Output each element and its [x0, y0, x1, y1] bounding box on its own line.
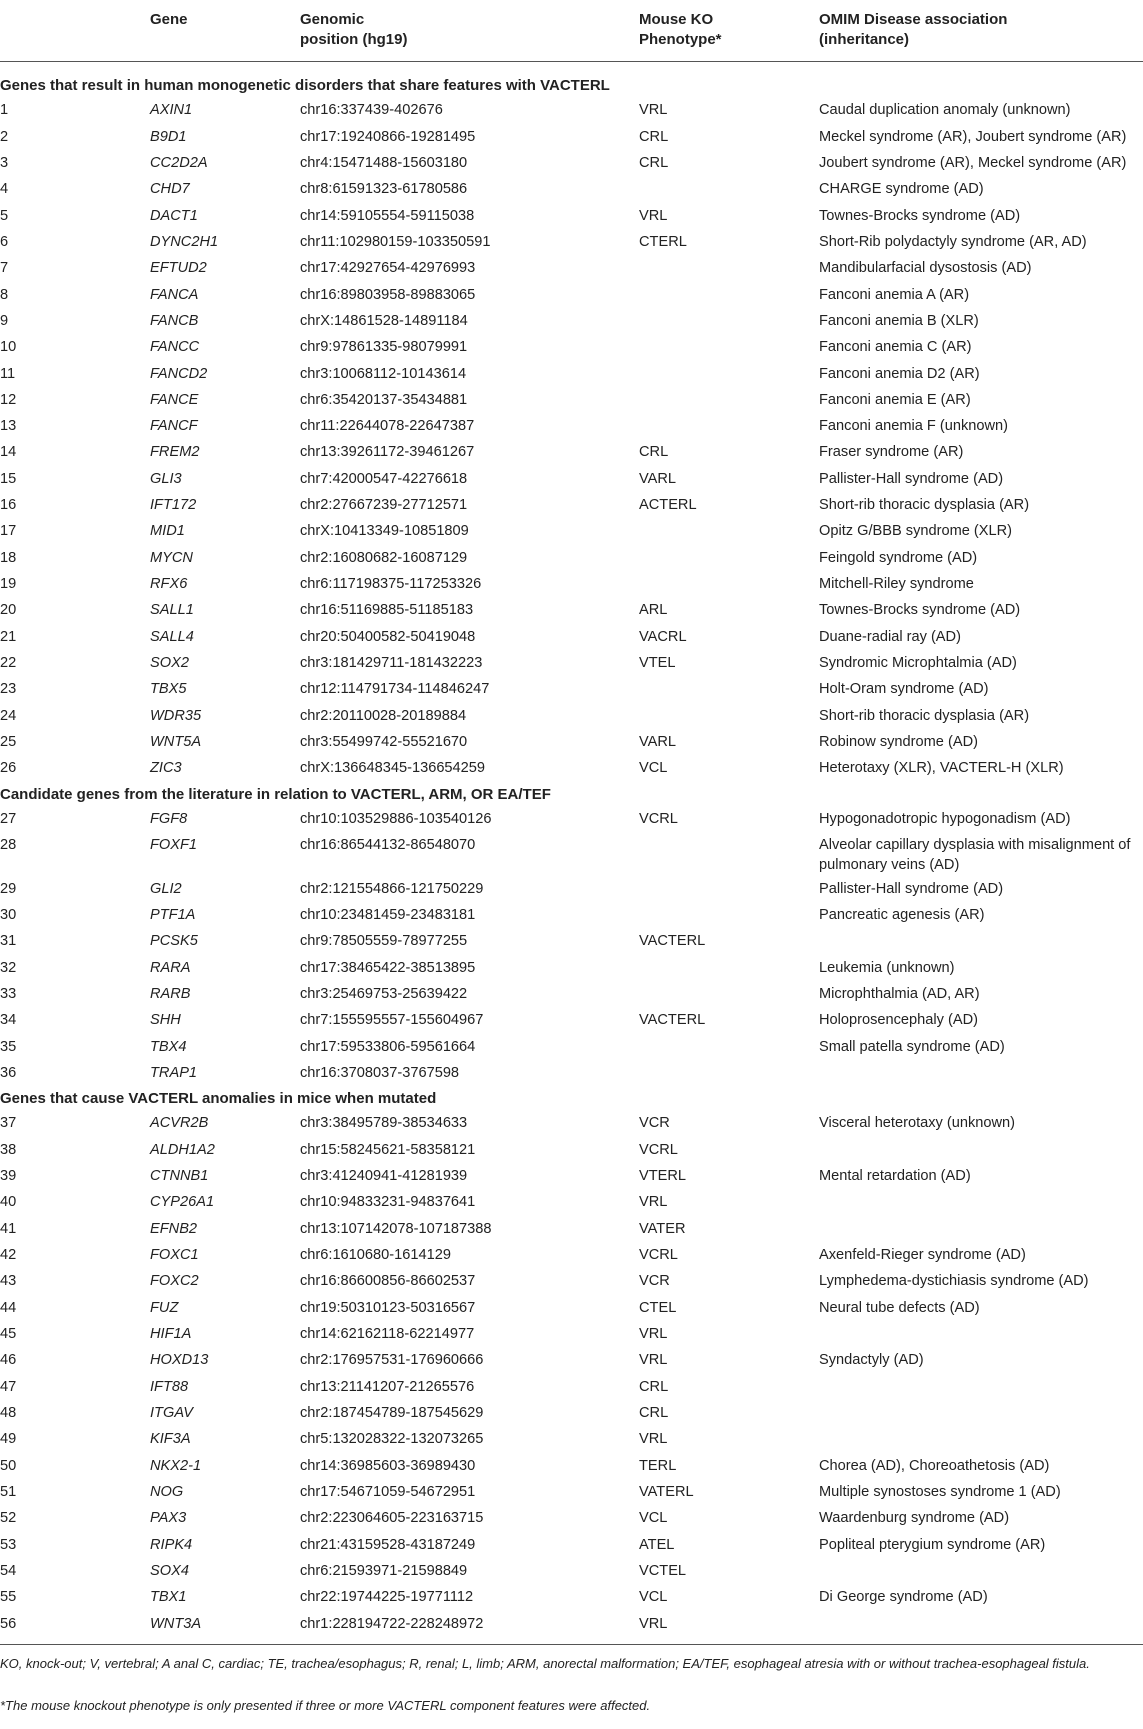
omim-association: Holt-Oram syndrome (AD) [819, 681, 989, 698]
gene-name: SHH [150, 1012, 181, 1029]
genomic-position: chrX:10413349-10851809 [300, 523, 469, 540]
genomic-position: chr7:155595557-155604967 [300, 1012, 484, 1029]
gene-name: DACT1 [150, 207, 198, 224]
gene-name: TBX5 [150, 681, 187, 698]
gene-name: FGF8 [150, 810, 188, 827]
gene-name: CYP26A1 [150, 1194, 215, 1211]
mouse-ko-phenotype: VARL [639, 470, 677, 487]
header-omim: OMIM Disease association (inheritance) [819, 11, 1008, 48]
mouse-ko-phenotype: CRL [639, 154, 669, 171]
genomic-position: chr2:187454789-187545629 [300, 1405, 484, 1421]
genomic-position: chr6:35420137-35434881 [300, 391, 468, 408]
gene-name: TRAP1 [150, 1064, 198, 1081]
mouse-ko-phenotype: ARL [639, 602, 668, 619]
gene-name: RFX6 [150, 576, 188, 593]
mouse-ko-phenotype: VCL [639, 1589, 668, 1606]
genomic-position: chr2:121554866-121750229 [300, 880, 484, 897]
mouse-ko-phenotype: VCL [639, 1510, 668, 1527]
row-number: 23 [0, 681, 17, 698]
row-number: 29 [0, 880, 17, 897]
gene-name: WNT3A [150, 1615, 202, 1632]
row-number: 20 [0, 602, 17, 619]
gene-name: EFTUD2 [150, 260, 207, 277]
omim-association: Visceral heterotaxy (unknown) [819, 1115, 1016, 1132]
row-number: 45 [0, 1326, 17, 1343]
genomic-position: chr21:43159528-43187249 [300, 1536, 476, 1553]
gene-name: SOX4 [150, 1562, 189, 1579]
genomic-position: chr6:117198375-117253326 [300, 576, 482, 593]
row-number: 5 [0, 207, 9, 224]
row-number: 26 [0, 760, 17, 777]
omim-association: Townes-Brocks syndrome (AD) [819, 602, 1021, 619]
row-number: 50 [0, 1457, 17, 1474]
genomic-position: chrX:14861528-14891184 [300, 312, 468, 329]
row-number: 15 [0, 470, 17, 487]
genomic-position: chr11:22644078-22647387 [300, 418, 475, 435]
gene-name: ALDH1A2 [150, 1141, 215, 1158]
row-number: 21 [0, 628, 17, 645]
genomic-position: chr16:89803958-89883065 [300, 286, 476, 303]
row-number: 38 [0, 1141, 17, 1158]
mouse-ko-phenotype: CTEL [639, 1299, 677, 1316]
omim-association: Holoprosencephaly (AD) [819, 1012, 978, 1029]
genomic-position: chr17:54671059-54672951 [300, 1483, 476, 1500]
omim-association: Townes-Brocks syndrome (AD) [819, 207, 1021, 224]
gene-name: EFNB2 [150, 1220, 198, 1237]
gene-name: PTF1A [150, 906, 196, 923]
mouse-ko-phenotype: CRL [639, 444, 669, 461]
gene-name: FREM2 [150, 444, 200, 461]
row-number: 52 [0, 1510, 17, 1527]
omim-association: CHARGE syndrome (AD) [819, 181, 984, 198]
mouse-ko-phenotype: TERL [639, 1457, 677, 1474]
gene-name: GLI3 [150, 470, 182, 487]
mouse-ko-phenotype: VATER [639, 1220, 686, 1237]
omim-association: Feingold syndrome (AD) [819, 549, 978, 566]
gene-name: SALL4 [150, 628, 194, 645]
omim-association: Opitz G/BBB syndrome (XLR) [819, 523, 1013, 540]
gene-name: ACVR2B [150, 1115, 209, 1132]
header-position: Genomic position (hg19) [300, 11, 408, 48]
mouse-ko-phenotype: VCRL [639, 1141, 678, 1158]
row-number: 28 [0, 837, 17, 854]
genomic-position: chr3:181429711-181432223 [300, 655, 483, 672]
gene-name: FANCF [150, 418, 198, 435]
omim-association: Meckel syndrome (AR), Joubert syndrome (AR) [819, 128, 1127, 145]
genomic-position: chr13:107142078-107187388 [300, 1220, 492, 1237]
row-number: 27 [0, 810, 17, 827]
row-number: 40 [0, 1194, 17, 1211]
gene-name: FUZ [150, 1299, 179, 1316]
bottom-rule [0, 1644, 1143, 1645]
header-gene: Gene [150, 11, 188, 28]
row-number: 8 [0, 286, 9, 303]
row-number: 10 [0, 339, 17, 356]
gene-name: SALL1 [150, 602, 194, 619]
row-number: 33 [0, 985, 17, 1002]
genomic-position: chr19:50310123-50316567 [300, 1299, 476, 1316]
mouse-ko-phenotype: VRL [639, 1615, 668, 1632]
genomic-position: chr17:59533806-59561664 [300, 1038, 476, 1055]
row-number: 41 [0, 1220, 17, 1237]
mouse-ko-phenotype: VACTERL [639, 1012, 706, 1029]
omim-association: Multiple synostoses syndrome 1 (AD) [819, 1483, 1061, 1500]
row-number: 9 [0, 312, 9, 329]
gene-name: WNT5A [150, 734, 202, 750]
omim-association: Mitchell-Riley syndrome [819, 576, 974, 593]
header-phenotype: Mouse KO Phenotype* [639, 11, 722, 48]
genomic-position: chr6:21593971-21598849 [300, 1562, 468, 1579]
mouse-ko-phenotype: ATEL [639, 1536, 675, 1553]
gene-name: B9D1 [150, 128, 187, 145]
omim-association: Leukemia (unknown) [819, 959, 955, 976]
omim-association: Fanconi anemia D2 (AR) [819, 365, 980, 382]
genomic-position: chr17:38465422-38513895 [300, 959, 476, 976]
gene-name: NKX2-1 [150, 1457, 202, 1474]
row-number: 53 [0, 1536, 17, 1553]
row-number: 22 [0, 655, 17, 672]
gene-name: ITGAV [150, 1405, 193, 1421]
omim-association: Short-rib thoracic dysplasia (AR) [819, 497, 1030, 514]
row-number: 37 [0, 1115, 17, 1132]
genomic-position: chr13:39261172-39461267 [300, 444, 475, 461]
omim-association: Heterotaxy (XLR), VACTERL-H (XLR) [819, 760, 1064, 777]
gene-name: ZIC3 [150, 760, 182, 777]
omim-association: Fraser syndrome (AR) [819, 444, 964, 461]
gene-name: HIF1A [150, 1326, 192, 1343]
genomic-position: chr3:10068112-10143614 [300, 365, 467, 382]
genomic-position: chr2:16080682-16087129 [300, 549, 468, 566]
row-number: 25 [0, 734, 17, 750]
genomic-position: chr1:228194722-228248972 [300, 1615, 484, 1632]
genomic-position: chr13:21141207-21265576 [300, 1378, 475, 1395]
genomic-position: chr14:59105554-59115038 [300, 207, 475, 224]
mouse-ko-phenotype: CRL [639, 128, 669, 145]
omim-association: Small patella syndrome (AD) [819, 1038, 1005, 1055]
row-number: 1 [0, 102, 9, 119]
genomic-position: chr3:55499742-55521670 [300, 734, 468, 750]
row-number: 31 [0, 933, 17, 950]
section-title: Candidate genes from the literature in relation to VACTERL, ARM, OR EA/TEF [0, 785, 551, 803]
row-number: 54 [0, 1562, 17, 1579]
genomic-position: chr3:41240941-41281939 [300, 1168, 468, 1185]
gene-name: NOG [150, 1483, 184, 1500]
gene-name: FANCD2 [150, 365, 208, 382]
genomic-position: chr11:102980159-103350591 [300, 233, 491, 250]
header-rule [0, 61, 1143, 62]
row-number: 35 [0, 1038, 17, 1055]
omim-association: Joubert syndrome (AR), Meckel syndrome (AR) [819, 154, 1127, 171]
row-number: 2 [0, 128, 9, 145]
mouse-ko-phenotype: VCRL [639, 1247, 678, 1264]
genomic-position: chr14:62162118-62214977 [300, 1326, 475, 1343]
genomic-position: chr16:51169885-51185183 [300, 602, 474, 619]
omim-association: Mental retardation (AD) [819, 1168, 971, 1185]
mouse-ko-phenotype: CRL [639, 1378, 669, 1395]
omim-association: Short-Rib polydactyly syndrome (AR, AD) [819, 233, 1087, 250]
row-number: 34 [0, 1012, 17, 1029]
row-number: 51 [0, 1483, 17, 1500]
gene-name: CC2D2A [150, 154, 208, 171]
omim-association: Microphthalmia (AD, AR) [819, 985, 980, 1002]
omim-association: Syndactyly (AD) [819, 1352, 924, 1369]
omim-association: Caudal duplication anomaly (unknown) [819, 102, 1071, 119]
genomic-position: chr4:15471488-15603180 [300, 154, 468, 171]
genomic-position: chr12:114791734-114846247 [300, 681, 490, 698]
genomic-position: chr8:61591323-61780586 [300, 181, 468, 198]
omim-association: Di George syndrome (AD) [819, 1589, 988, 1606]
gene-name: FANCB [150, 312, 199, 329]
gene-name: DYNC2H1 [150, 233, 219, 250]
genomic-position: chr9:78505559-78977255 [300, 933, 468, 950]
genomic-position: chr2:176957531-176960666 [300, 1352, 484, 1369]
mouse-ko-phenotype: VRL [639, 1326, 668, 1343]
omim-association: Pallister-Hall syndrome (AD) [819, 880, 1004, 897]
row-number: 13 [0, 418, 17, 435]
omim-association: Chorea (AD), Choreoathetosis (AD) [819, 1457, 1050, 1474]
omim-association: Alveolar capillary dysplasia with misalignment of pulmonary veins (AD) [819, 837, 1131, 874]
mouse-ko-phenotype: CRL [639, 1405, 669, 1421]
gene-name: IFT172 [150, 497, 197, 514]
genomic-position: chr10:94833231-94837641 [300, 1194, 476, 1211]
omim-association: Neural tube defects (AD) [819, 1299, 980, 1316]
gene-name: FOXC1 [150, 1247, 199, 1264]
row-number: 4 [0, 181, 9, 198]
genomic-position: chr6:1610680-1614129 [300, 1247, 451, 1264]
mouse-ko-phenotype: VATERL [639, 1483, 694, 1500]
genomic-position: chrX:136648345-136654259 [300, 760, 486, 777]
omim-association: Duane-radial ray (AD) [819, 628, 961, 645]
row-number: 16 [0, 497, 17, 514]
row-number: 46 [0, 1352, 17, 1369]
omim-association: Syndromic Microphtalmia (AD) [819, 655, 1017, 672]
row-number: 49 [0, 1431, 17, 1448]
mouse-ko-phenotype: VTERL [639, 1168, 687, 1185]
row-number: 3 [0, 154, 9, 171]
mouse-ko-phenotype: VCR [639, 1115, 670, 1132]
omim-association: Lymphedema-dystichiasis syndrome (AD) [819, 1273, 1089, 1290]
omim-association: Pancreatic agenesis (AR) [819, 906, 985, 923]
gene-name: CHD7 [150, 181, 190, 198]
genomic-position: chr2:20110028-20189884 [300, 707, 467, 724]
gene-name: HOXD13 [150, 1352, 209, 1369]
omim-association: Fanconi anemia C (AR) [819, 339, 972, 356]
omim-association: Fanconi anemia A (AR) [819, 286, 970, 303]
mouse-ko-phenotype: VCRL [639, 810, 678, 827]
row-number: 30 [0, 906, 17, 923]
row-number: 14 [0, 444, 17, 461]
mouse-ko-phenotype: VACTERL [639, 933, 706, 950]
genomic-position: chr20:50400582-50419048 [300, 628, 476, 645]
section-title: Genes that cause VACTERL anomalies in mice when mutated [0, 1090, 437, 1108]
genomic-position: chr15:58245621-58358121 [300, 1141, 476, 1158]
genomic-position: chr7:42000547-42276618 [300, 470, 468, 487]
gene-name: IFT88 [150, 1378, 189, 1395]
row-number: 47 [0, 1378, 17, 1395]
row-number: 18 [0, 549, 17, 566]
row-number: 48 [0, 1405, 17, 1421]
row-number: 24 [0, 707, 17, 724]
genomic-position: chr2:223064605-223163715 [300, 1510, 484, 1527]
gene-name: SOX2 [150, 655, 189, 672]
row-number: 12 [0, 391, 17, 408]
gene-name: RARA [150, 959, 191, 976]
row-number: 55 [0, 1589, 17, 1606]
mouse-ko-phenotype: VTEL [639, 655, 676, 672]
row-number: 32 [0, 959, 17, 976]
genomic-position: chr16:86544132-86548070 [300, 837, 476, 854]
genomic-position: chr16:337439-402676 [300, 102, 443, 119]
gene-name: TBX4 [150, 1038, 187, 1055]
row-number: 42 [0, 1247, 17, 1264]
gene-name: FANCE [150, 391, 199, 408]
genomic-position: chr2:27667239-27712571 [300, 497, 468, 514]
gene-name: FOXF1 [150, 837, 198, 854]
genomic-position: chr22:19744225-19771112 [300, 1589, 474, 1606]
mouse-ko-phenotype: VRL [639, 1431, 668, 1448]
genomic-position: chr3:38495789-38534633 [300, 1115, 468, 1132]
mouse-ko-phenotype: VRL [639, 1194, 668, 1211]
omim-association: Fanconi anemia F (unknown) [819, 418, 1008, 435]
section-title: Genes that result in human monogenetic disorders that share features with VACTERL [0, 77, 610, 94]
genomic-position: chr17:19240866-19281495 [300, 128, 476, 145]
mouse-ko-phenotype: VCR [639, 1273, 670, 1290]
genomic-position: chr10:103529886-103540126 [300, 810, 492, 827]
omim-association: Mandibularfacial dysostosis (AD) [819, 260, 1032, 277]
gene-name: AXIN1 [150, 102, 193, 119]
genomic-position: chr16:3708037-3767598 [300, 1064, 460, 1081]
gene-name: PAX3 [150, 1510, 187, 1527]
mouse-ko-phenotype: VACRL [639, 628, 687, 645]
gene-name: FANCA [150, 286, 199, 303]
gene-name: PCSK5 [150, 933, 198, 950]
gene-name: KIF3A [150, 1431, 191, 1448]
gene-name: CTNNB1 [150, 1168, 209, 1185]
omim-association: Axenfeld-Rieger syndrome (AD) [819, 1247, 1026, 1264]
omim-association: Hypogonadotropic hypogonadism (AD) [819, 810, 1071, 827]
gene-name: RARB [150, 985, 191, 1002]
gene-name: MID1 [150, 523, 185, 540]
genomic-position: chr9:97861335-98079991 [300, 339, 468, 356]
genomic-position: chr10:23481459-23483181 [300, 906, 476, 923]
row-number: 11 [0, 365, 16, 382]
footnote: KO, knock-out; V, vertebral; A anal C, cardiac; TE, trachea/esophagus; R, renal; L, limb; ARM, anorectal malformation; EA/TEF, esophageal atresia with or without trachea-esophageal fistula. [0, 1655, 1090, 1671]
genomic-position: chr14:36985603-36989430 [300, 1457, 476, 1474]
gene-name: FANCC [150, 339, 200, 356]
gene-name: RIPK4 [150, 1536, 193, 1553]
footnote: *The mouse knockout phenotype is only presented if three or more VACTERL component features were affected. [0, 1697, 651, 1713]
gene-name: FOXC2 [150, 1273, 199, 1290]
omim-association: Pallister-Hall syndrome (AD) [819, 470, 1004, 487]
omim-association: Popliteal pterygium syndrome (AR) [819, 1536, 1046, 1553]
gene-name: TBX1 [150, 1589, 187, 1606]
mouse-ko-phenotype: CTERL [639, 233, 687, 250]
mouse-ko-phenotype: VCTEL [639, 1562, 687, 1579]
row-number: 43 [0, 1273, 17, 1290]
row-number: 6 [0, 233, 9, 250]
omim-association: Fanconi anemia E (AR) [819, 391, 971, 408]
omim-association: Robinow syndrome (AD) [819, 734, 978, 750]
row-number: 39 [0, 1168, 17, 1185]
genomic-position: chr17:42927654-42976993 [300, 260, 476, 277]
row-number: 7 [0, 260, 9, 277]
omim-association: Fanconi anemia B (XLR) [819, 312, 979, 329]
mouse-ko-phenotype: VRL [639, 1352, 668, 1369]
mouse-ko-phenotype: VARL [639, 734, 677, 750]
gene-name: WDR35 [150, 707, 202, 724]
mouse-ko-phenotype: ACTERL [639, 497, 697, 514]
genomic-position: chr5:132028322-132073265 [300, 1431, 484, 1448]
row-number: 19 [0, 576, 17, 593]
genomic-position: chr3:25469753-25639422 [300, 985, 468, 1002]
omim-association: Short-rib thoracic dysplasia (AR) [819, 707, 1030, 724]
mouse-ko-phenotype: VRL [639, 102, 668, 119]
mouse-ko-phenotype: VCL [639, 760, 668, 777]
omim-association: Waardenburg syndrome (AD) [819, 1510, 1010, 1527]
row-number: 56 [0, 1615, 17, 1632]
row-number: 36 [0, 1064, 17, 1081]
row-number: 44 [0, 1299, 17, 1316]
mouse-ko-phenotype: VRL [639, 207, 668, 224]
row-number: 17 [0, 523, 17, 540]
gene-name: GLI2 [150, 880, 182, 897]
gene-name: MYCN [150, 549, 193, 566]
genomic-position: chr16:86600856-86602537 [300, 1273, 476, 1290]
table-header [0, 0, 1143, 61]
